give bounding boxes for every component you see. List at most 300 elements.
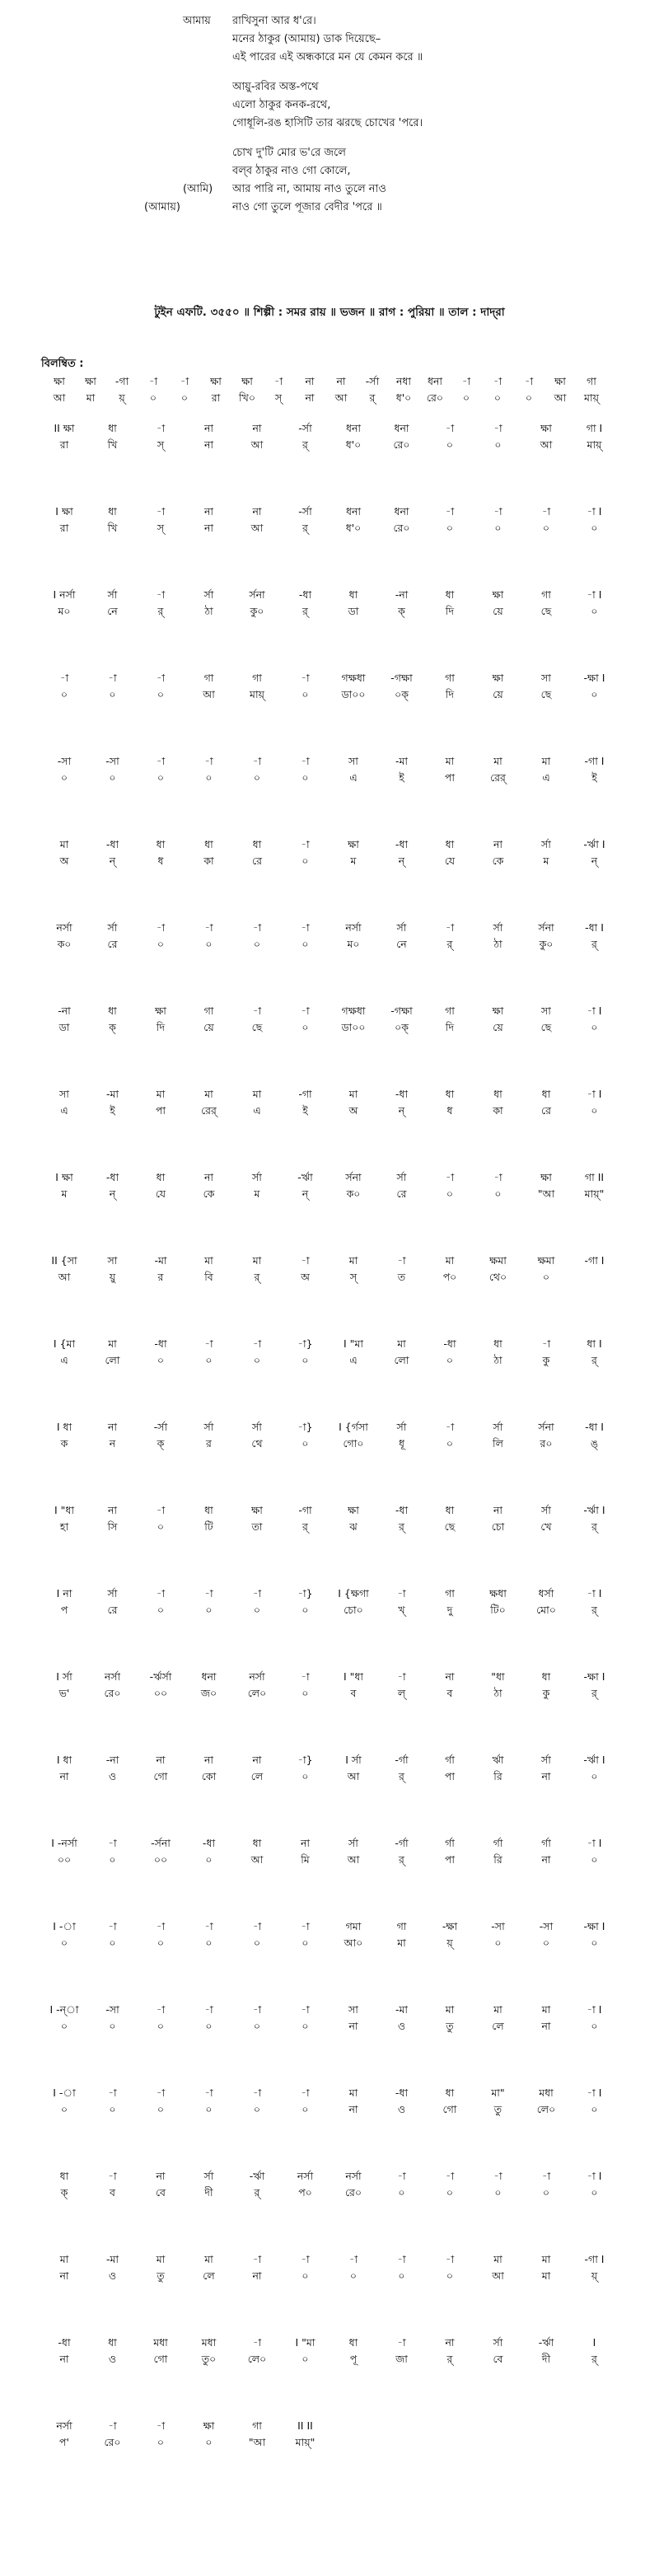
swar-note: মা — [204, 1254, 213, 1267]
bani-syllable: না — [348, 2103, 358, 2115]
swar-note: -সা — [105, 2003, 119, 2016]
bani-syllable: ০ক্ — [395, 688, 409, 700]
bani-syllable: ০ — [205, 938, 213, 950]
swar-note: ক্ষধা — [489, 1587, 507, 1599]
bani-syllable: ই — [399, 771, 404, 784]
bani-syllable: ডা — [348, 605, 359, 617]
swar-note: I ক্ষা — [55, 505, 73, 518]
swar-note: -া — [445, 1171, 455, 1183]
swar-note: -ধা — [443, 1337, 456, 1350]
swar-note: মা" — [491, 2087, 505, 2099]
swar-note: -া I — [587, 1837, 602, 1849]
swar-note: ক্ষা — [251, 1504, 263, 1516]
swar-note: র্সা — [541, 1754, 551, 1766]
bani-syllable: কা — [203, 855, 214, 867]
bani-syllable: আ — [250, 522, 264, 534]
swar-note: -ধা — [202, 1837, 216, 1849]
swar-note: মা — [445, 2003, 455, 2016]
lyric-line: আয়ু-রবির অস্ত-পথে — [232, 81, 319, 93]
bani-syllable: ০ক্ — [395, 1021, 409, 1033]
swar-note: মধা — [539, 2087, 554, 2099]
bani-syllable: ঠা — [493, 1354, 502, 1366]
swar-note: মা — [204, 1088, 213, 1100]
swar-note: -া — [541, 2170, 551, 2182]
swar-note: গা — [396, 1920, 407, 1932]
swar-note: -া — [252, 755, 262, 767]
bani-syllable: ক্ — [398, 605, 405, 617]
swar-note: -মা — [395, 2003, 409, 2016]
bani-syllable: ০ — [349, 2269, 358, 2282]
bani-syllable: ম — [543, 855, 549, 867]
bani-syllable: ০ — [493, 391, 502, 404]
bani-syllable: মা — [541, 2269, 551, 2282]
bani-syllable: তু — [157, 2269, 165, 2282]
swar-note: -ধা — [395, 838, 409, 850]
swar-note: -র্সা — [298, 505, 312, 518]
swar-note: -ধা — [395, 1504, 409, 1516]
swar-note: -র্ঋা — [297, 1171, 313, 1183]
bani-syllable: ০০ — [57, 1853, 72, 1866]
swar-note: ক্ষা — [492, 672, 504, 684]
bani-syllable: ০ — [301, 1021, 309, 1033]
swar-note: না — [203, 1754, 214, 1766]
swar-note: -া — [273, 375, 283, 387]
bani-syllable: আ — [334, 391, 348, 404]
bani-syllable: রে — [541, 1104, 551, 1117]
bani-syllable: ন্ — [398, 855, 405, 867]
bani-syllable: লে০ — [247, 2353, 267, 2365]
swar-note: না — [300, 1837, 311, 1849]
bani-syllable: র — [206, 1437, 212, 1450]
swar-note: গক্ষধা — [341, 1005, 366, 1017]
swar-note: -া — [156, 1920, 166, 1932]
swar-note: মা — [156, 2253, 166, 2265]
bani-syllable: র্ — [591, 2353, 597, 2365]
bani-syllable: ০ — [109, 688, 116, 700]
swar-note: -া — [301, 2087, 310, 2099]
swar-note: র্সা — [203, 2170, 214, 2182]
swar-note: I না — [56, 1587, 72, 1599]
swar-note: র্গা — [445, 1754, 455, 1766]
bani-syllable: খে — [540, 1520, 552, 1533]
swar-note: -া — [252, 2087, 262, 2099]
bani-syllable: ঙ্ — [590, 1437, 599, 1450]
bani-syllable: মো০ — [536, 1604, 556, 1616]
swar-note: -া — [397, 1670, 406, 1683]
swar-note: -সা — [539, 1920, 554, 1932]
swar-note: -না — [395, 588, 409, 601]
bani-syllable: গো — [442, 2103, 457, 2115]
swar-note: না — [493, 1504, 503, 1516]
notation-row — [0, 1837, 659, 1870]
swar-note: -ধা — [154, 1337, 167, 1350]
bani-syllable: ০ — [591, 1937, 598, 1949]
swar-note: -মা — [105, 1088, 119, 1100]
swar-note: -া — [156, 921, 166, 934]
bani-syllable: ক্ — [109, 1021, 116, 1033]
swar-note: -া — [108, 1920, 117, 1932]
bani-syllable: লে — [250, 1770, 264, 1782]
bani-syllable: কে — [203, 1187, 215, 1200]
bani-syllable: ০ — [157, 938, 165, 950]
bani-syllable: ০ — [109, 1937, 116, 1949]
swar-note: ক্ষা — [492, 1005, 504, 1017]
swar-note: ধনা — [427, 375, 443, 387]
bani-syllable: ০ — [446, 1437, 454, 1450]
swar-note: -গক্ষা — [390, 672, 413, 684]
swar-note: ক্ষমা — [489, 1254, 507, 1267]
bani-syllable: ক০ — [346, 1187, 361, 1200]
swar-note: -া — [204, 921, 213, 934]
bani-syllable: ম — [61, 1187, 68, 1200]
swar-note: না — [493, 838, 503, 850]
swar-note: -গা — [298, 1088, 312, 1100]
bani-syllable: গো০ — [343, 1437, 364, 1450]
swar-note: -া — [204, 2003, 213, 2016]
bani-syllable: ০ — [591, 2186, 598, 2199]
swar-note: নর্সা — [345, 2170, 362, 2182]
swar-note: -া — [301, 2253, 310, 2265]
swar-note: I -া — [53, 1920, 76, 1932]
swar-note: গা I — [586, 422, 603, 434]
bani-syllable: ম০ — [347, 938, 360, 950]
swar-note: -া — [108, 2419, 117, 2432]
bani-syllable: ০ — [494, 522, 502, 534]
swar-note: না — [305, 375, 315, 387]
swar-note: -া — [156, 1587, 166, 1599]
bani-syllable: ডা০০ — [341, 1021, 366, 1033]
bani-syllable: জা — [395, 2353, 408, 2365]
swar-note: না — [336, 375, 346, 387]
bani-syllable: তু — [493, 2103, 502, 2115]
bani-syllable: আ০ — [344, 1937, 363, 1949]
swar-note: -া — [397, 2170, 406, 2182]
bani-syllable: স্ — [274, 391, 283, 404]
swar-note: ধা — [204, 838, 213, 850]
bani-syllable: ০ — [109, 2103, 116, 2115]
bani-syllable: ডা০০ — [341, 688, 366, 700]
swar-note: "ধা — [491, 1670, 505, 1683]
swar-note: -া — [108, 2087, 117, 2099]
bani-syllable: র্ — [302, 522, 308, 534]
swar-note: -ধা — [58, 2336, 71, 2349]
bani-syllable: ০ — [149, 391, 157, 404]
swar-note: -া — [301, 1005, 310, 1017]
swar-note: -া — [156, 505, 166, 518]
swar-note: -া — [156, 2087, 166, 2099]
bani-syllable: রা — [59, 522, 69, 534]
bani-syllable: যে — [155, 1187, 166, 1200]
swar-note: -মা — [395, 755, 409, 767]
bani-syllable: ডা — [58, 1021, 70, 1033]
bani-syllable: না — [252, 2269, 262, 2282]
swar-note: মা — [252, 1254, 262, 1267]
notation-row — [0, 1754, 659, 1787]
swar-note: -র্ঋা I — [583, 1504, 605, 1516]
swar-note: না — [107, 1421, 118, 1433]
swar-note: র্সা — [493, 1421, 503, 1433]
swar-note: -র্ঋা — [538, 2336, 554, 2349]
swar-note: ক্ষা — [540, 422, 552, 434]
swar-note: -া — [204, 2087, 213, 2099]
swar-note: ধা — [108, 422, 117, 434]
swar-note: র্সা — [541, 1504, 551, 1516]
bani-syllable: ০ — [301, 1937, 309, 1949]
bani-syllable: যে — [444, 855, 456, 867]
swar-note: গা — [587, 375, 596, 387]
bani-syllable: লো — [394, 1354, 409, 1366]
swar-note: র্সনা — [249, 588, 265, 601]
bani-syllable: কু — [542, 1687, 550, 1699]
swar-note: ধা — [108, 1005, 117, 1017]
bani-syllable: পা — [444, 771, 456, 784]
bani-syllable: ই — [302, 1104, 308, 1117]
swar-note: ক্ষা — [210, 375, 222, 387]
notation-row — [0, 1421, 659, 1454]
bani-syllable: দি — [156, 1021, 166, 1033]
lyric-line: রাখিসুনা আর ধ'রে। — [232, 15, 316, 27]
notation-row — [0, 838, 659, 871]
swar-note: -া — [301, 1254, 310, 1267]
bani-syllable: ল্ — [397, 1687, 406, 1699]
swar-note: না — [203, 1171, 214, 1183]
swar-note: -া I — [587, 1088, 602, 1100]
swar-note: ধা — [348, 2336, 358, 2349]
swar-note: ধা — [108, 2336, 117, 2349]
swar-note: ধা — [204, 1504, 213, 1516]
swar-note: -া — [301, 755, 310, 767]
bani-syllable: ০ — [253, 1354, 261, 1366]
bani-syllable: না — [59, 2353, 69, 2365]
swar-note: ধা — [445, 588, 455, 601]
bani-syllable: ছে — [540, 605, 552, 617]
bani-syllable: রে — [252, 855, 262, 867]
bani-syllable: লে০ — [536, 2103, 556, 2115]
bani-syllable: র্ — [591, 1687, 597, 1699]
swar-note: মা — [493, 2003, 502, 2016]
bani-syllable: প — [60, 1604, 68, 1616]
bani-syllable: ০ — [205, 1604, 213, 1616]
bani-syllable: মায়্" — [584, 1187, 605, 1200]
notation-lead-row — [0, 375, 659, 408]
bani-syllable: ০ — [591, 1770, 598, 1782]
swar-note: -া} — [297, 1587, 313, 1599]
bani-syllable: না — [59, 1770, 69, 1782]
swar-note: -া — [397, 2253, 406, 2265]
bani-syllable: ই — [110, 1104, 115, 1117]
bani-syllable: অ — [301, 1271, 310, 1283]
swar-note: -া — [252, 2003, 262, 2016]
bani-syllable: আ — [554, 391, 567, 404]
bani-syllable: র্ — [254, 1271, 260, 1283]
bani-syllable: বি — [204, 1271, 213, 1283]
bani-syllable: ক্ — [60, 2186, 68, 2199]
bani-syllable: কু০ — [539, 938, 554, 950]
swar-note: র্সনা — [345, 1171, 362, 1183]
bani-syllable: রা — [211, 391, 221, 404]
bani-syllable: ০ — [109, 771, 116, 784]
bani-syllable: রে০ — [393, 438, 410, 451]
swar-note: ধা — [541, 1088, 551, 1100]
swar-note: ধা I — [587, 1337, 602, 1350]
bani-syllable: নে — [107, 605, 118, 617]
swar-note: না — [252, 422, 262, 434]
bani-syllable: না — [203, 522, 214, 534]
bani-syllable: খ্ — [398, 1604, 405, 1616]
swar-note: I {ক্ষগা — [338, 1587, 369, 1599]
swar-note: -া — [252, 1005, 262, 1017]
bani-syllable: গো — [153, 2353, 168, 2365]
bani-syllable: ন্ — [591, 855, 598, 867]
swar-note: -া — [156, 2003, 166, 2016]
bani-syllable: লে — [203, 2269, 215, 2282]
swar-note: -া — [493, 2170, 502, 2182]
bani-syllable: রের্ — [490, 771, 506, 784]
swar-note: মা — [348, 1088, 358, 1100]
notation-row — [0, 1670, 659, 1703]
bani-syllable: ০ — [446, 522, 454, 534]
bani-syllable: দি — [445, 605, 455, 617]
bani-syllable: ০ — [446, 438, 454, 451]
notation-row — [0, 2419, 659, 2452]
swar-note: -া} — [297, 1421, 313, 1433]
swar-note: -া — [252, 921, 262, 934]
bani-syllable: র্ — [302, 438, 308, 451]
bani-syllable: রে০ — [104, 2436, 121, 2448]
lyric-line: নাও গো তুলে পূজার বেদীর 'পরে ॥ — [232, 201, 382, 213]
swar-note: না — [445, 1670, 455, 1683]
bani-syllable: ০ — [301, 771, 309, 784]
swar-note: -া — [445, 422, 455, 434]
bani-syllable: রের্ — [201, 1104, 217, 1117]
bani-syllable: র্ — [591, 1604, 597, 1616]
swar-note: -া — [541, 1337, 551, 1350]
bani-syllable: মায়্" — [295, 2436, 315, 2448]
swar-note: -া — [252, 2336, 262, 2349]
lyric-line: বল্‌ব ঠাকুর নাও গো কোলে, — [232, 165, 351, 177]
bani-syllable: না — [348, 2020, 358, 2032]
bani-syllable: ০ — [494, 438, 502, 451]
bani-syllable: আ — [53, 391, 66, 404]
bani-syllable: ০ — [205, 2020, 213, 2032]
swar-note: -া — [108, 672, 117, 684]
bani-syllable: র — [157, 1271, 164, 1283]
swar-note: -া — [397, 1254, 406, 1267]
bani-syllable: ০ — [542, 1271, 550, 1283]
taal-label: বিলম্বিত : — [41, 358, 84, 370]
swar-note: র্সা — [107, 588, 118, 601]
bani-syllable: ব — [110, 2186, 115, 2199]
swar-note: -র্ঋা I — [583, 1754, 605, 1766]
bani-syllable: ০ — [301, 938, 309, 950]
bani-syllable: ন্ — [109, 1187, 116, 1200]
swar-note: -া — [204, 1587, 213, 1599]
lyric-prefix: (আমায়) — [144, 201, 180, 213]
swar-note: গা — [541, 588, 551, 601]
notation-row — [0, 422, 659, 455]
swar-note: -া — [252, 1587, 262, 1599]
bani-syllable: জ০ — [200, 1687, 217, 1699]
swar-note: -া} — [297, 1337, 313, 1350]
bani-syllable: ও — [397, 2103, 406, 2115]
bani-syllable: রে — [396, 1187, 407, 1200]
bani-syllable: ০ — [60, 2020, 68, 2032]
bani-syllable: ব — [350, 1687, 357, 1699]
swar-note: র্সা — [396, 1421, 407, 1433]
bani-syllable: ও — [108, 2269, 117, 2282]
bani-syllable: র্ — [399, 1853, 404, 1866]
lyric-prefix: আমায় — [183, 15, 211, 27]
bani-syllable: রি — [493, 1853, 502, 1866]
notation-row — [0, 921, 659, 954]
bani-syllable: দী — [541, 2353, 551, 2365]
bani-syllable: আ — [58, 1271, 71, 1283]
swar-note: র্গা — [493, 1837, 503, 1849]
swar-note: -া — [59, 672, 69, 684]
swar-note: না — [252, 1754, 262, 1766]
bani-syllable: কো — [201, 1770, 217, 1782]
swar-note: মা — [348, 2087, 358, 2099]
bani-syllable: ধ — [446, 1104, 453, 1117]
bani-syllable: ছে — [540, 688, 552, 700]
bani-syllable: ০ — [157, 1937, 165, 1949]
bani-syllable: ০ — [205, 2103, 213, 2115]
bani-syllable: প০ — [298, 2186, 312, 2199]
bani-syllable: ০ — [109, 1853, 116, 1866]
swar-note: I "মা — [295, 2336, 315, 2349]
bani-syllable: ম — [254, 1187, 260, 1200]
swar-note: র্গা — [445, 1837, 455, 1849]
swar-note: -ধা — [105, 838, 119, 850]
swar-note: সা — [348, 755, 358, 767]
lyric-line: এলো ঠাকুর কনক-রথে, — [232, 99, 331, 111]
swar-note: -া — [252, 1337, 262, 1350]
bani-syllable: ধূ — [398, 1437, 404, 1450]
bani-syllable: এ — [349, 1354, 358, 1366]
bani-syllable: কে — [492, 855, 504, 867]
swar-note: মা — [541, 755, 551, 767]
bani-syllable: র্ — [399, 1770, 404, 1782]
bani-syllable: ধ'০ — [345, 438, 362, 451]
bani-syllable: ০০ — [153, 1687, 168, 1699]
swar-note: I ধা — [56, 1754, 72, 1766]
bani-syllable: আ — [347, 1770, 360, 1782]
swar-note: নর্সা — [104, 1670, 121, 1683]
bani-syllable: আ — [250, 1853, 264, 1866]
swar-note: -া — [252, 1920, 262, 1932]
bani-syllable: পূ — [349, 2353, 358, 2365]
swar-note: -া — [493, 422, 502, 434]
swar-note: নর্সা — [249, 1670, 265, 1683]
bani-syllable: ন্ — [301, 1187, 309, 1200]
bani-syllable: ০ — [60, 688, 68, 700]
bani-syllable: মি — [301, 1853, 310, 1866]
lyric-line: আর পারি না, আমায় নাও তুলে নাও — [232, 183, 386, 195]
bani-syllable: ০ — [446, 2269, 454, 2282]
swar-note: -া — [301, 1920, 310, 1932]
bani-syllable: ০ — [301, 1770, 309, 1782]
swar-note: ক্ষা — [203, 2419, 215, 2432]
bani-syllable: র্ — [446, 938, 453, 950]
swar-note: না — [203, 422, 214, 434]
swar-note: I "ধা — [54, 1504, 75, 1516]
bani-syllable: র্ — [254, 2186, 260, 2199]
bani-syllable: রে — [107, 938, 118, 950]
swar-note: -ক্ষা I — [583, 672, 605, 684]
bani-syllable: মায়্ — [250, 688, 264, 700]
bani-syllable: বে — [493, 2353, 503, 2365]
bani-syllable: লো — [105, 1354, 120, 1366]
